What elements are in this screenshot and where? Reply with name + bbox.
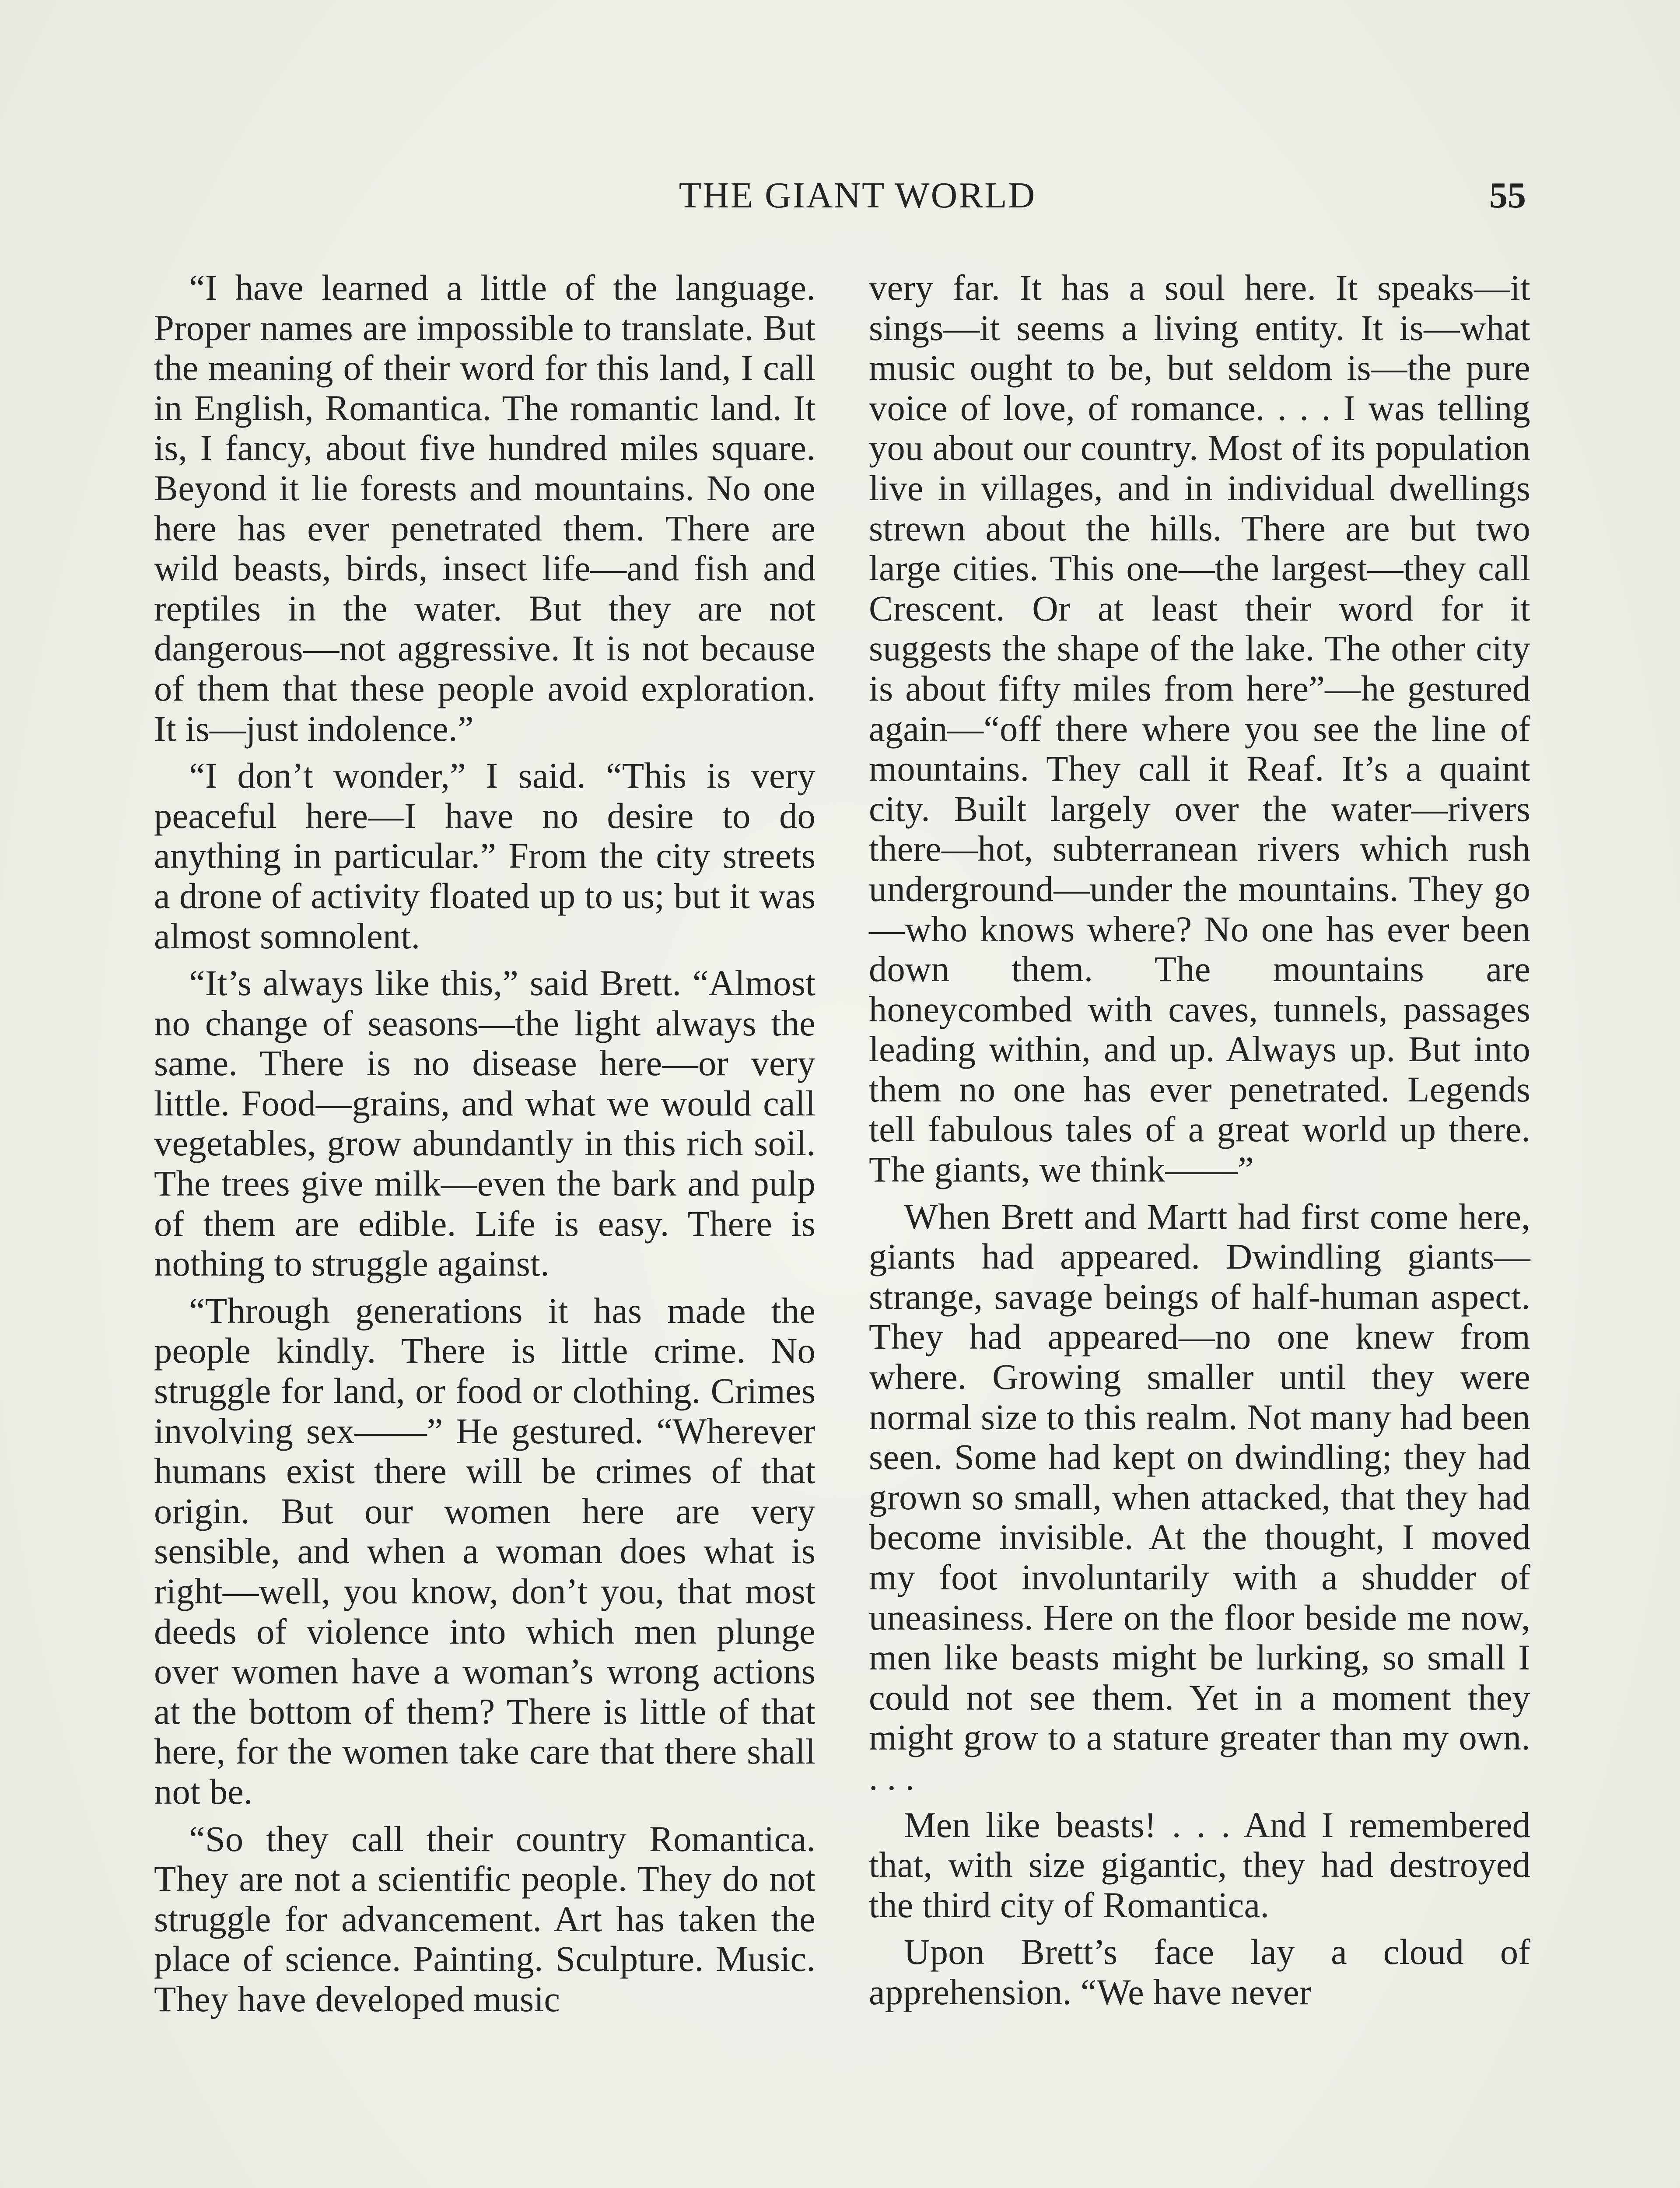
running-head <box>0 172 1680 220</box>
paragraph: When Brett and Martt had first come here, giants had appeared. Dwindling giants—strange, savage beings of half-human aspect. They had appeared—no one knew from where. Growing smaller until they were normal size to this realm. Not many had been seen. Some had kept on dwindling; they had grown so small, when attacked, that they had become invisible. At the thought, I moved my foot involuntarily with a shudder of uneasiness. Here on the floor beside me now, men like beasts might be lurking, so small I could not see them. Yet in a moment they might grow to a stature greater than my own. . . . <box>869 1196 1530 1798</box>
paragraph: “Through generations it has made the people kindly. There is little crime. No struggle for land, or food or clothing. Crimes involving sex——” He gestured. “Wherever humans exist there will be crimes of that origin. But our women here are very sensible, and when a woman does what is right—well, you know, don’t you, that most deeds of violence into which men plunge over women have a woman’s wrong actions at the bottom of them? There is little of that here, for the women take care that there shall not be. <box>154 1290 816 1812</box>
page-number: 55 <box>1489 175 1526 216</box>
paragraph: Upon Brett’s face lay a cloud of apprehension. “We have never <box>869 1932 1530 2012</box>
right-column <box>869 268 1530 2020</box>
left-column <box>154 268 816 2027</box>
paragraph: “So they call their country Romantica. They are not a scientific people. They do not struggle for advancement. Art has taken the place of science. Painting. Sculpture. Music. They have developed music <box>154 1818 816 2019</box>
paragraph: Men like beasts! . . . And I remembered that, with size gigantic, they had destroyed the third city of Romantica. <box>869 1804 1530 1925</box>
paragraph: “I have learned a little of the language. Proper names are impossible to translate. But the meaning of their word for this land, I call in English, Romantica. The romantic land. It is, I fancy, about five hundred miles square. Beyond it lie forests and mountains. No one here has ever penetrated them. There are wild beasts, birds, insect life—and fish and reptiles in the water. But they are not dangerous—not aggressive. It is not because of them that these people avoid exploration. It is—just indolence.” <box>154 267 816 749</box>
paragraph-continued: very far. It has a soul here. It speaks—it sings—it seems a living entity. It is—what music ought to be, but seldom is—the pure voice of love, of romance. . . . I was telling you about our country. Most of its population live in villages, and in individual dwellings strewn about the hills. There are but two large cities. This one—the largest—they call Crescent. Or at least their word for it suggests the shape of the lake. The other city is about fifty miles from here”—he gestured again—“off there where you see the line of mountains. They call it Reaf. It’s a quaint city. Built largely over the water—rivers there—hot, subterranean rivers which rush underground—under the mountains. They go—who knows where? No one has ever been down them. The mountains are honeycombed with caves, tunnels, passages leading within, and up. Always up. But into them no one has ever penetrated. Legends tell fabulous tales of a great world up there. The giants, we think——” <box>869 267 1530 1190</box>
running-title: THE GIANT WORLD <box>679 175 1036 216</box>
paragraph: “I don’t wonder,” I said. “This is very peaceful here—I have no desire to do anything in particular.” From the city streets a drone of activity floated up to us; but it was almost somnolent. <box>154 755 816 956</box>
paragraph: “It’s always like this,” said Brett. “Almost no change of seasons—the light always the same. There is no disease here—or very little. Food—grains, and what we would call vegetables, grow abundantly in this rich soil. The trees give milk—even the bark and pulp of them are edible. Life is easy. There is nothing to struggle against. <box>154 963 816 1284</box>
